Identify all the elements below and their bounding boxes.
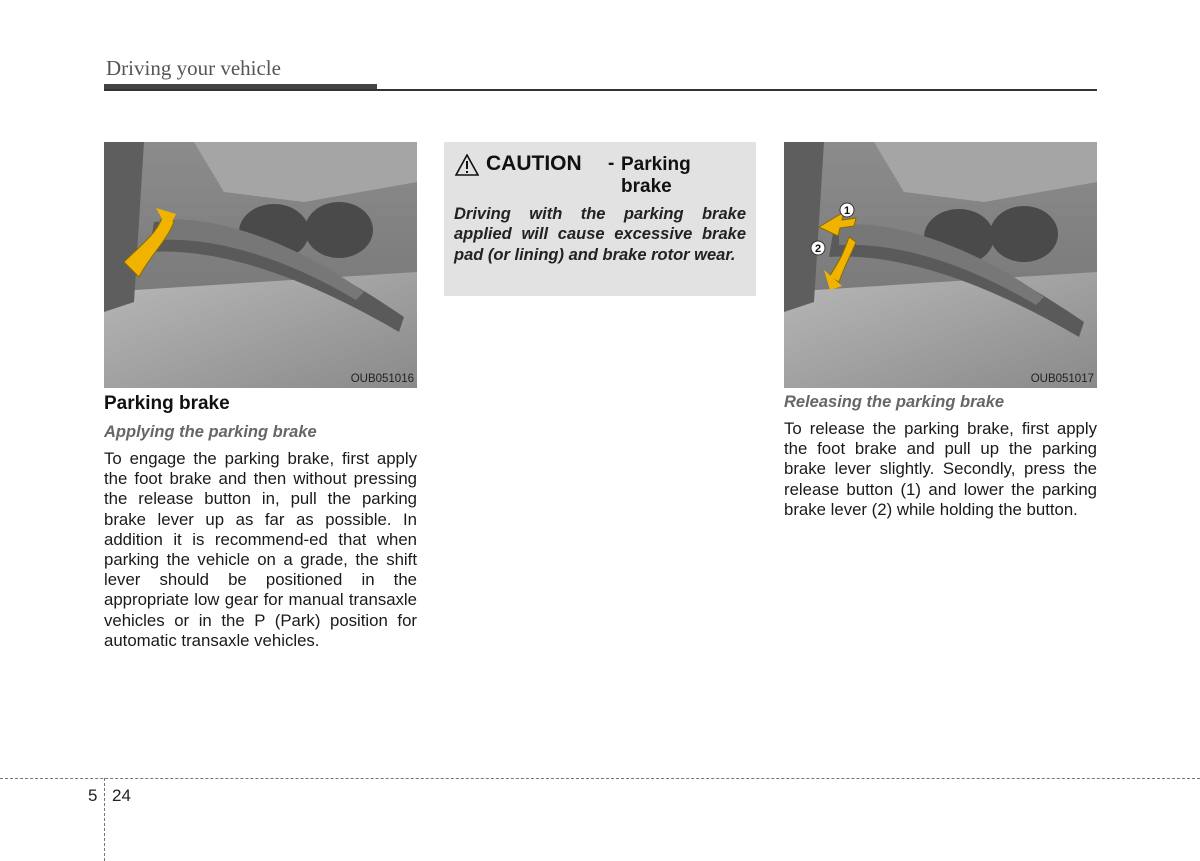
figure-code: OUB051017: [1030, 373, 1094, 385]
release-instructions: To release the parking brake, first apply the foot brake and pull up the parking brake lever slightly. Secondly, press the release button (1) and lower the parking brake lever (2) while holding the button.: [784, 419, 1097, 519]
parking-brake-apply-photo: [104, 142, 417, 388]
parking-brake-release-photo: [784, 142, 1097, 388]
left-column: [104, 393, 417, 651]
page-number: 24: [112, 786, 131, 805]
figure-code: OUB051016: [350, 373, 414, 385]
caution-box: [444, 142, 756, 296]
footer-rule: [0, 778, 1200, 779]
chapter-number: 5: [88, 786, 98, 805]
right-column: [784, 393, 1097, 520]
caution-topic: [621, 154, 731, 198]
warning-triangle-icon: [455, 154, 479, 181]
section-heading: Parking brake: [104, 393, 230, 414]
callout-2: 2: [814, 243, 822, 255]
caution-text: Driving with the parking brake applied will cause excessive brake pad (or lining) and brake rotor wear.: [454, 205, 746, 264]
footer-divider: [104, 778, 105, 861]
sub-heading-apply: Applying the parking brake: [104, 423, 317, 441]
sub-heading-release: Releasing the parking brake: [784, 393, 1005, 411]
apply-instructions: To engage the parking brake, first apply the foot brake and then without pressing the release button in, pull the parking brake lever up as far as possible. In addition it is recommend-ed that when parking the vehicle on a grade, the shift lever should be positioned in the appropriate low gear for manual transaxle vehicles or in the P (Park) position for automatic transaxle vehicles.: [104, 449, 417, 650]
header-rule: [104, 89, 1097, 91]
caution-topic-line-1: Parking: [621, 154, 691, 175]
caution-topic-line-2: brake: [621, 176, 672, 197]
running-header-title: Driving your vehicle: [106, 56, 281, 80]
caution-header: [454, 152, 746, 204]
caution-label: CAUTION: [486, 152, 582, 175]
caution-dash: -: [608, 153, 615, 174]
callout-1: 1: [843, 205, 851, 217]
